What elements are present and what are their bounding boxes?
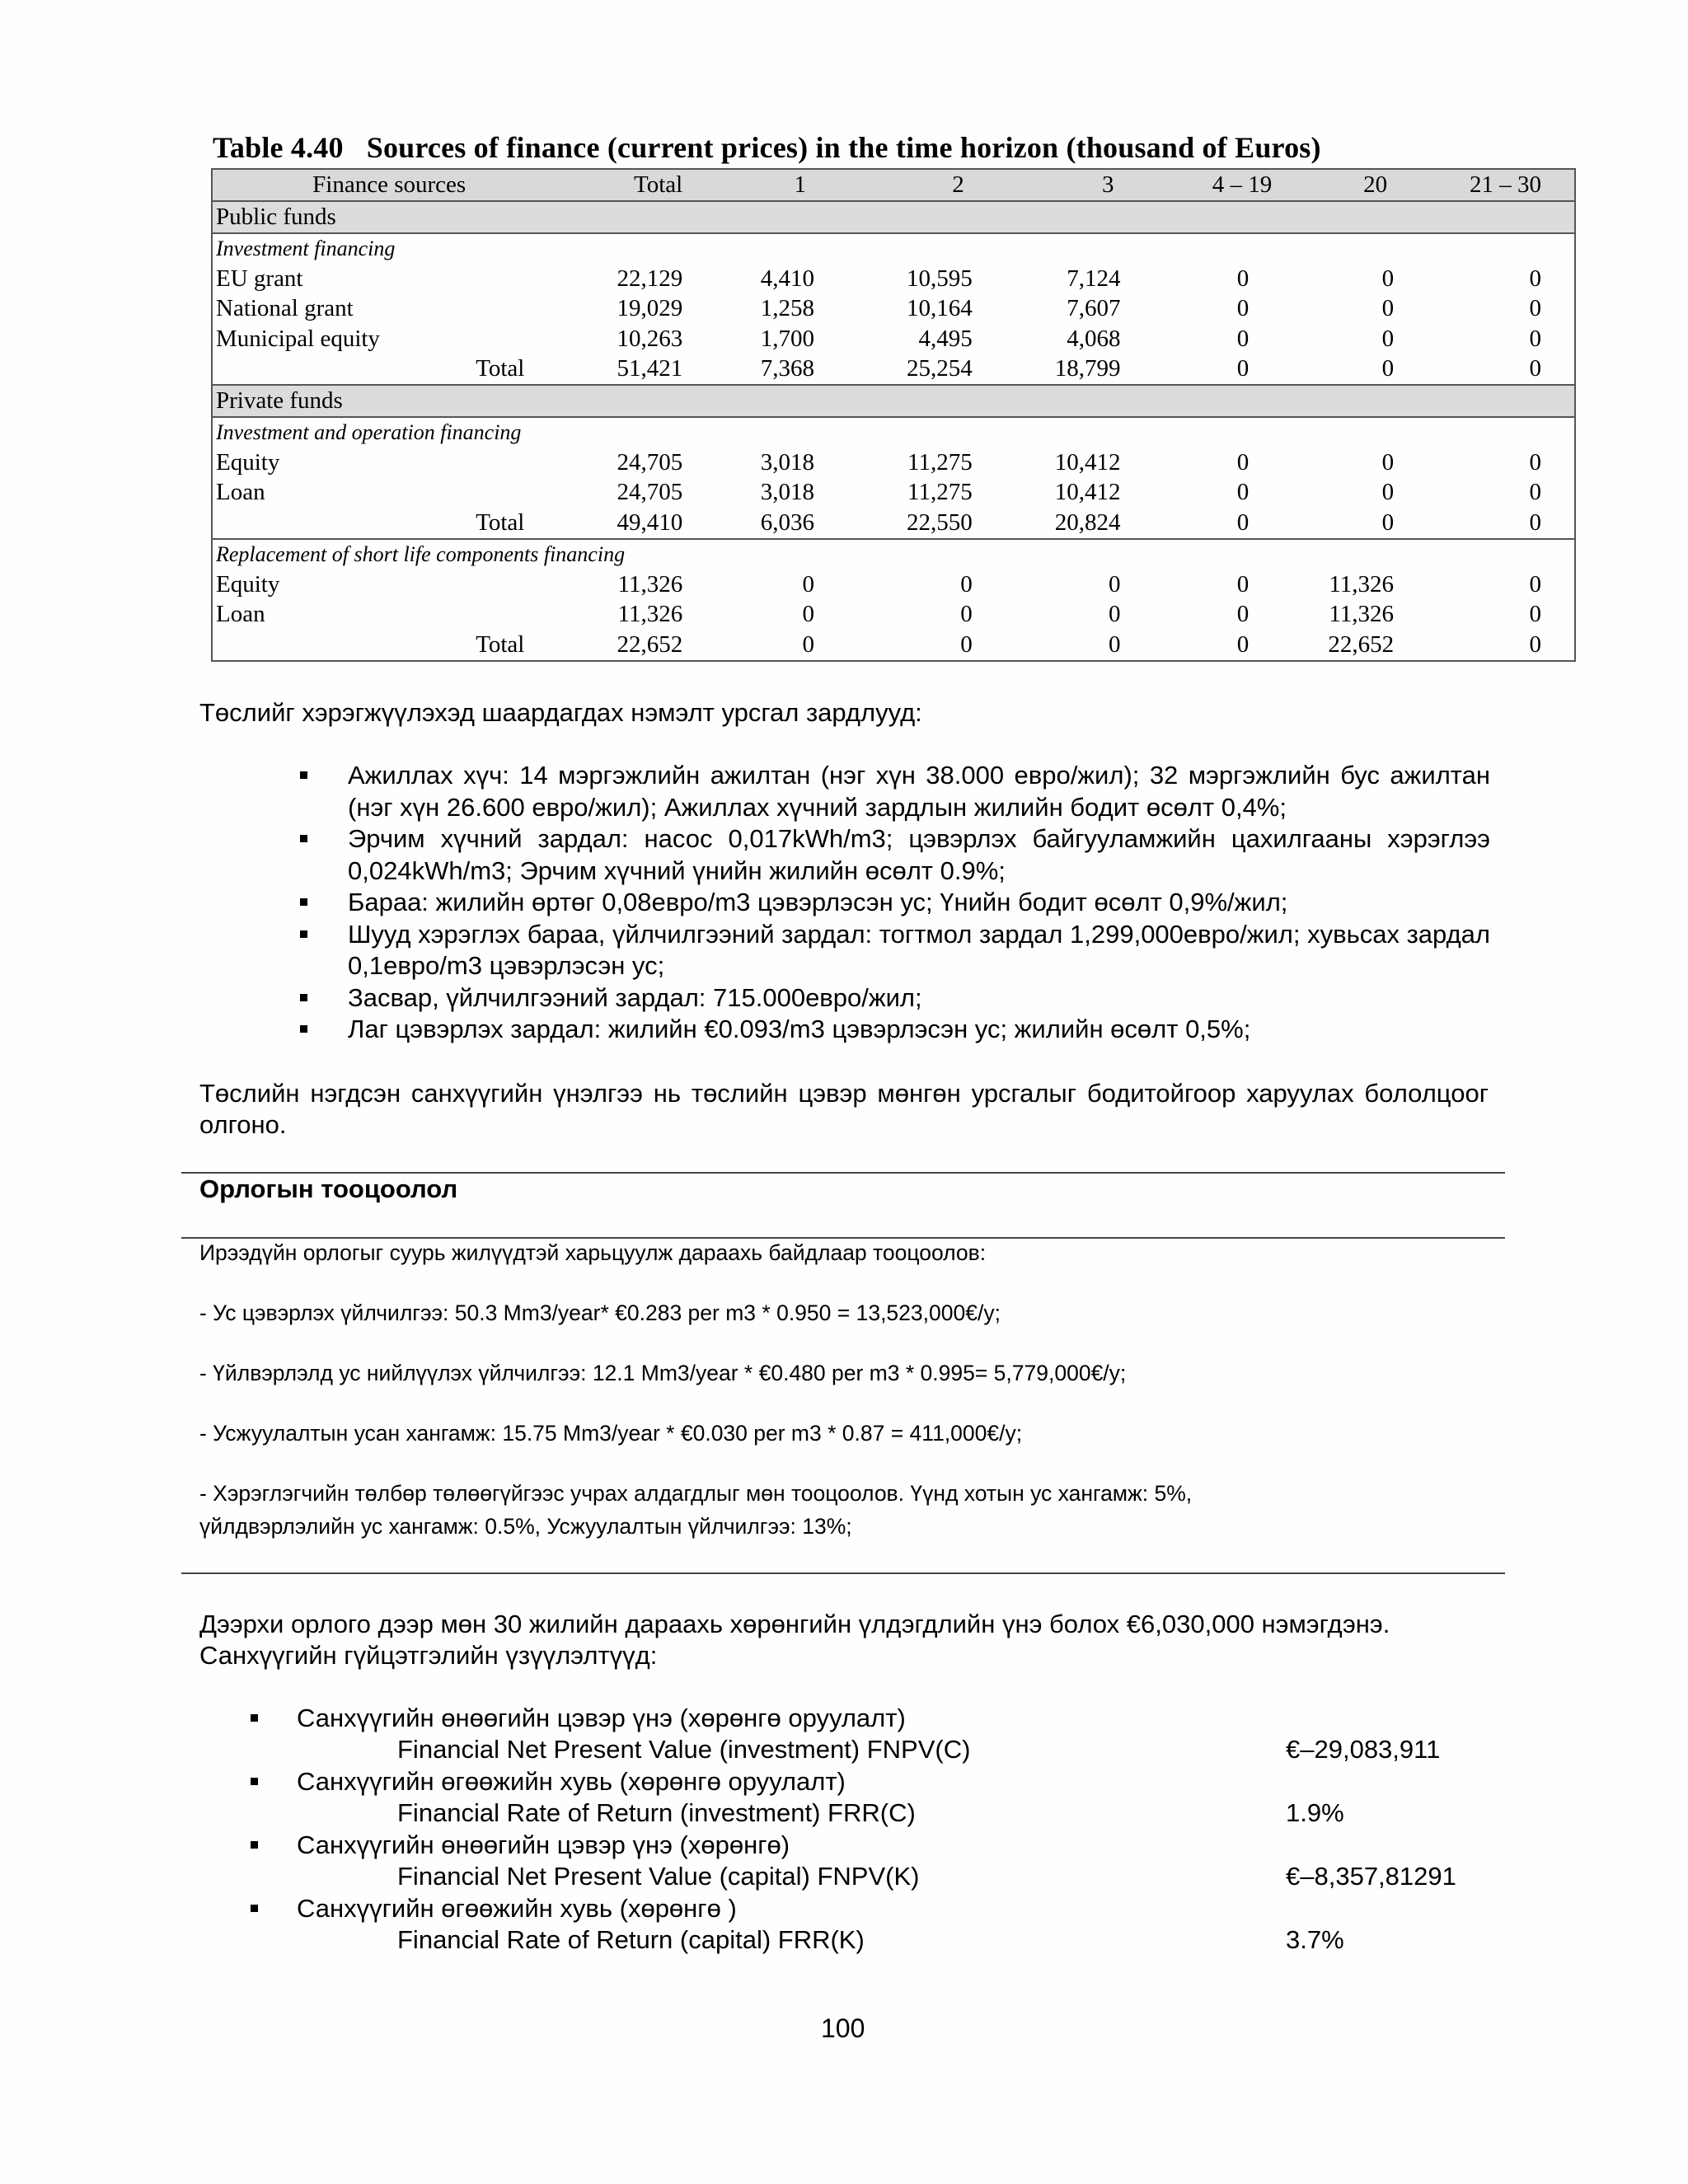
table-row [212, 569, 1575, 600]
table-cell: 0 [1236, 265, 1250, 292]
table-cell: 3,018 [760, 448, 814, 476]
table-cell: 0 [1529, 355, 1541, 382]
bullet-icon [300, 898, 307, 906]
indicator-item [199, 1830, 1518, 1893]
income-line: үйлдвэрлэлийн ус хангамж: 0.5%, Усжуулалтын үйлчилгээ: 13%; [199, 1514, 852, 1539]
table-cell: 0 [1529, 509, 1541, 536]
indicator-item [199, 1766, 1518, 1830]
table-cell: 7,607 [1067, 295, 1121, 322]
table-cell: 1,258 [760, 295, 814, 322]
row-label: Loan [216, 601, 265, 628]
table-cell: 0 [1236, 570, 1250, 598]
table-cell: 7,124 [1067, 265, 1121, 292]
row-label: Equity [216, 570, 280, 598]
indicator-item [199, 1703, 1518, 1766]
table-cell: 0 [960, 570, 973, 598]
table-cell: 25,254 [906, 355, 973, 382]
table-number: Table 4.40 [213, 131, 344, 164]
indicator-label-en: Financial Rate of Return (investment) FRR(C) [397, 1798, 916, 1827]
table-cell: 19,029 [617, 295, 683, 322]
row-label: Equity [216, 448, 280, 476]
section-row-private-funds [212, 385, 1575, 417]
income-line: - Үйлвэрлэлд ус нийлүүлэх үйлчилгээ: 12.1 Mm3/year * €0.480 per m3 * 0.995= 5,779,000€/y; [199, 1361, 1127, 1385]
table-cell: 0 [1108, 601, 1121, 628]
table-cell: 0 [1236, 601, 1250, 628]
table-cell: 0 [1381, 325, 1395, 352]
list-item: Шууд хэрэглэх бараа, үйлчилгээний зардал: тогтмол зардал 1,299,000евро/жил; хувьсах зардал 0,1евро/m3 цэвэрлэсэн ус; [348, 919, 1490, 982]
table-cell: 11,326 [617, 601, 683, 628]
table-cell: 0 [1108, 630, 1121, 658]
subsection-row [212, 233, 1575, 265]
table-header-row [212, 169, 1575, 201]
column-header: 3 [987, 169, 1134, 201]
table-cell: 24,705 [617, 479, 683, 506]
table-cell: 0 [1529, 479, 1541, 506]
table-cell: 0 [1381, 479, 1395, 506]
table-cell: 22,652 [1328, 630, 1395, 658]
table-cell: 1,700 [760, 325, 814, 352]
indicator-value: €–29,083,911 [1286, 1735, 1441, 1764]
list-item: Засвар, үйлчилгээний зардал: 715.000евро/жил; [348, 982, 1490, 1015]
list-item: Эрчим хүчний зардал: насос 0,017kWh/m3; цэвэрлэх байгууламжийн цахилгааны хэрэглээ 0,024kWh/m3; Эрчим хүчний үнийн жилийн өсөлт 0.9%; [348, 823, 1490, 887]
table-row [212, 294, 1575, 325]
table-cell: 0 [802, 570, 814, 598]
list-item: Лаг цэвэрлэх зардал: жилийн €0.093/m3 цэвэрлэсэн ус; жилийн өсөлт 0,5%; [348, 1014, 1490, 1046]
table-cell: 11,275 [907, 479, 973, 506]
table-row-total [212, 354, 1575, 386]
list-item: Ажиллах хүч: 14 мэргэжлийн ажилтан (нэг хүн 38.000 евро/жил); 32 мэргэжлийн бус ажилтан (нэг хүн 26.600 евро/жил); Ажиллах хүчний зардлын жилийн бодит өсөлт 0,4%; [348, 760, 1490, 823]
table-cell: 0 [1529, 601, 1541, 628]
list-item: Бараа: жилийн өртөг 0,08евро/m3 цэвэрлэсэн ус; Үнийн бодит өсөлт 0,9%/жил; [348, 887, 1490, 919]
income-line: - Усжуулалтын усан хангамж: 15.75 Mm3/year * €0.030 per m3 * 0.87 = 411,000€/y; [199, 1421, 1023, 1446]
page-number: 100 [821, 2013, 865, 2043]
table-cell: 0 [1108, 570, 1121, 598]
table-cell: 11,326 [1329, 601, 1395, 628]
table-title [213, 130, 1321, 165]
table-cell: 10,263 [617, 325, 683, 352]
bullet-icon [300, 835, 307, 842]
bullet-icon [300, 930, 307, 938]
indicators-intro: Санхүүгийн гүйцэтгэлийн үзүүлэлтүүд: [199, 1641, 658, 1670]
indicator-value: €–8,357,81291 [1286, 1862, 1456, 1891]
income-line: - Ус цэвэрлэх үйлчилгээ: 50.3 Mm3/year* €0.283 per m3 * 0.950 = 13,523,000€/y; [199, 1301, 1001, 1325]
table-cell: 0 [1381, 355, 1395, 382]
indicator-label-en: Financial Net Present Value (capital) FNPV(K) [397, 1862, 920, 1891]
divider [181, 1172, 1505, 1174]
table-cell: 0 [1529, 570, 1541, 598]
table-cell: 0 [1236, 295, 1250, 322]
section-row-public-funds [212, 201, 1575, 233]
table-cell: 18,799 [1054, 355, 1121, 382]
indicator-label-mn: Санхүүгийн өгөөжийн хувь (хөрөнгө ) [297, 1894, 737, 1923]
table-row [212, 478, 1575, 509]
bullet-icon [251, 1905, 258, 1912]
finance-sources-table [211, 168, 1576, 662]
income-heading: Орлогын тооцоолол [199, 1174, 458, 1203]
column-header: 1 [686, 169, 839, 201]
row-label: National grant [216, 295, 354, 322]
table-row-total [212, 508, 1575, 539]
bullet-icon [300, 771, 307, 779]
table-cell: 0 [1381, 265, 1395, 292]
table-cell: 22,652 [617, 630, 683, 658]
indicator-label-mn: Санхүүгийн өгөөжийн хувь (хөрөнгө оруулалт) [297, 1767, 846, 1796]
bullet-icon [300, 994, 307, 1001]
table-cell: 4,495 [918, 325, 973, 352]
table-cell: 10,595 [906, 265, 973, 292]
table-cell: 0 [960, 601, 973, 628]
table-cell: 6,036 [760, 509, 814, 536]
indicator-list [199, 1703, 1518, 1957]
income-line: - Хэрэглэгчийн төлбөр төлөөгүйгээс учрах алдагдлыг мөн тооцоолов. Үүнд хотын ус хангамж: 5%, [199, 1481, 1193, 1506]
table-cell: 0 [1381, 509, 1395, 536]
indicator-label-mn: Санхүүгийн өнөөгийн цэвэр үнэ (хөрөнгө) [297, 1830, 790, 1859]
indicator-label-en: Financial Net Present Value (investment) FNPV(C) [397, 1735, 971, 1764]
indicator-value: 3.7% [1286, 1925, 1344, 1954]
table-cell: 51,421 [617, 355, 683, 382]
bullet-icon [251, 1778, 258, 1785]
table-cell: 0 [1529, 295, 1541, 322]
table-cell: 11,326 [617, 570, 683, 598]
indicator-value: 1.9% [1286, 1798, 1344, 1827]
column-header: Total [565, 169, 686, 201]
row-label: Municipal equity [216, 325, 380, 352]
subsection-label: Investment financing [216, 236, 396, 260]
table-cell: 0 [802, 630, 814, 658]
table-cell: 0 [1236, 448, 1250, 476]
assessment-paragraph: Төслийн нэгдсэн санхүүгийн үнэлгээ нь төслийн цэвэр мөнгөн урсгалыг бодитойгоор харуулах бололцоог олгоно. [199, 1079, 1489, 1139]
section-label: Private funds [212, 385, 1575, 417]
table-cell: 49,410 [617, 509, 683, 536]
cost-intro: Төслийг хэрэгжүүлэхэд шаардагдах нэмэлт урсгал зардлууд: [199, 698, 922, 727]
table-cell: 0 [1236, 325, 1250, 352]
column-header: 4 – 19 [1133, 169, 1282, 201]
table-cell: 22,129 [617, 265, 683, 292]
table-cell: 0 [1236, 479, 1250, 506]
table-cell: 11,275 [907, 448, 973, 476]
table-cell: 7,368 [760, 355, 814, 382]
bullet-icon [300, 1025, 307, 1033]
table-row [212, 264, 1575, 294]
table-row [212, 600, 1575, 630]
row-label: Total [476, 355, 525, 382]
table-cell: 24,705 [617, 448, 683, 476]
table-row [212, 448, 1575, 478]
indicator-item [199, 1893, 1518, 1957]
table-cell: 10,164 [906, 295, 973, 322]
income-line: Ирээдүйн орлогыг суурь жилүүдтэй харьцуулж дараахь байдлаар тооцоолов: [199, 1240, 987, 1265]
divider [181, 1572, 1505, 1574]
section-label: Public funds [212, 201, 1575, 233]
column-header: 2 [839, 169, 987, 201]
table-cell: 0 [1529, 448, 1541, 476]
row-label: EU grant [216, 265, 303, 292]
table-cell: 4,068 [1067, 325, 1121, 352]
subsection-label: Replacement of short life components financing [212, 539, 1575, 570]
table-caption: Sources of finance (current prices) in the time horizon (thousand of Euros) [366, 131, 1321, 164]
table-cell: 0 [802, 601, 814, 628]
subsection-label: Investment and operation financing [216, 419, 522, 444]
table-cell: 22,550 [906, 509, 973, 536]
table-cell: 20,824 [1054, 509, 1121, 536]
column-header: Finance sources [212, 169, 565, 201]
subsection-row [212, 417, 1575, 448]
bullet-icon [251, 1841, 258, 1849]
table-cell: 0 [1236, 355, 1250, 382]
bullet-icon [251, 1714, 258, 1722]
table-row [212, 324, 1575, 354]
table-cell: 0 [1381, 295, 1395, 322]
row-label: Total [476, 630, 525, 658]
table-cell: 10,412 [1054, 479, 1121, 506]
indicator-label-en: Financial Rate of Return (capital) FRR(K) [397, 1925, 865, 1954]
table-cell: 0 [1529, 325, 1541, 352]
table-cell: 0 [960, 630, 973, 658]
indicator-label-mn: Санхүүгийн өнөөгийн цэвэр үнэ (хөрөнгө оруулалт) [297, 1704, 906, 1732]
cost-list [348, 760, 1490, 1046]
table-cell: 10,412 [1054, 448, 1121, 476]
table-cell: 0 [1529, 630, 1541, 658]
table-cell: 11,326 [1329, 570, 1395, 598]
column-header: 21 – 30 [1427, 169, 1575, 201]
table-cell: 4,410 [760, 265, 814, 292]
residual-paragraph: Дээрхи орлого дээр мөн 30 жилийн дараахь хөрөнгийн үлдэгдлийн үнэ болох €6,030,000 нэмэгдэнэ. [199, 1610, 1390, 1638]
table-row-total [212, 630, 1575, 661]
table-cell: 0 [1236, 630, 1250, 658]
table-cell: 0 [1529, 265, 1541, 292]
row-label: Total [476, 509, 525, 536]
subsection-row [212, 539, 1575, 570]
row-label: Loan [216, 479, 265, 506]
table-cell: 3,018 [760, 479, 814, 506]
column-header: 20 [1282, 169, 1427, 201]
table-cell: 0 [1236, 509, 1250, 536]
table-cell: 0 [1381, 448, 1395, 476]
